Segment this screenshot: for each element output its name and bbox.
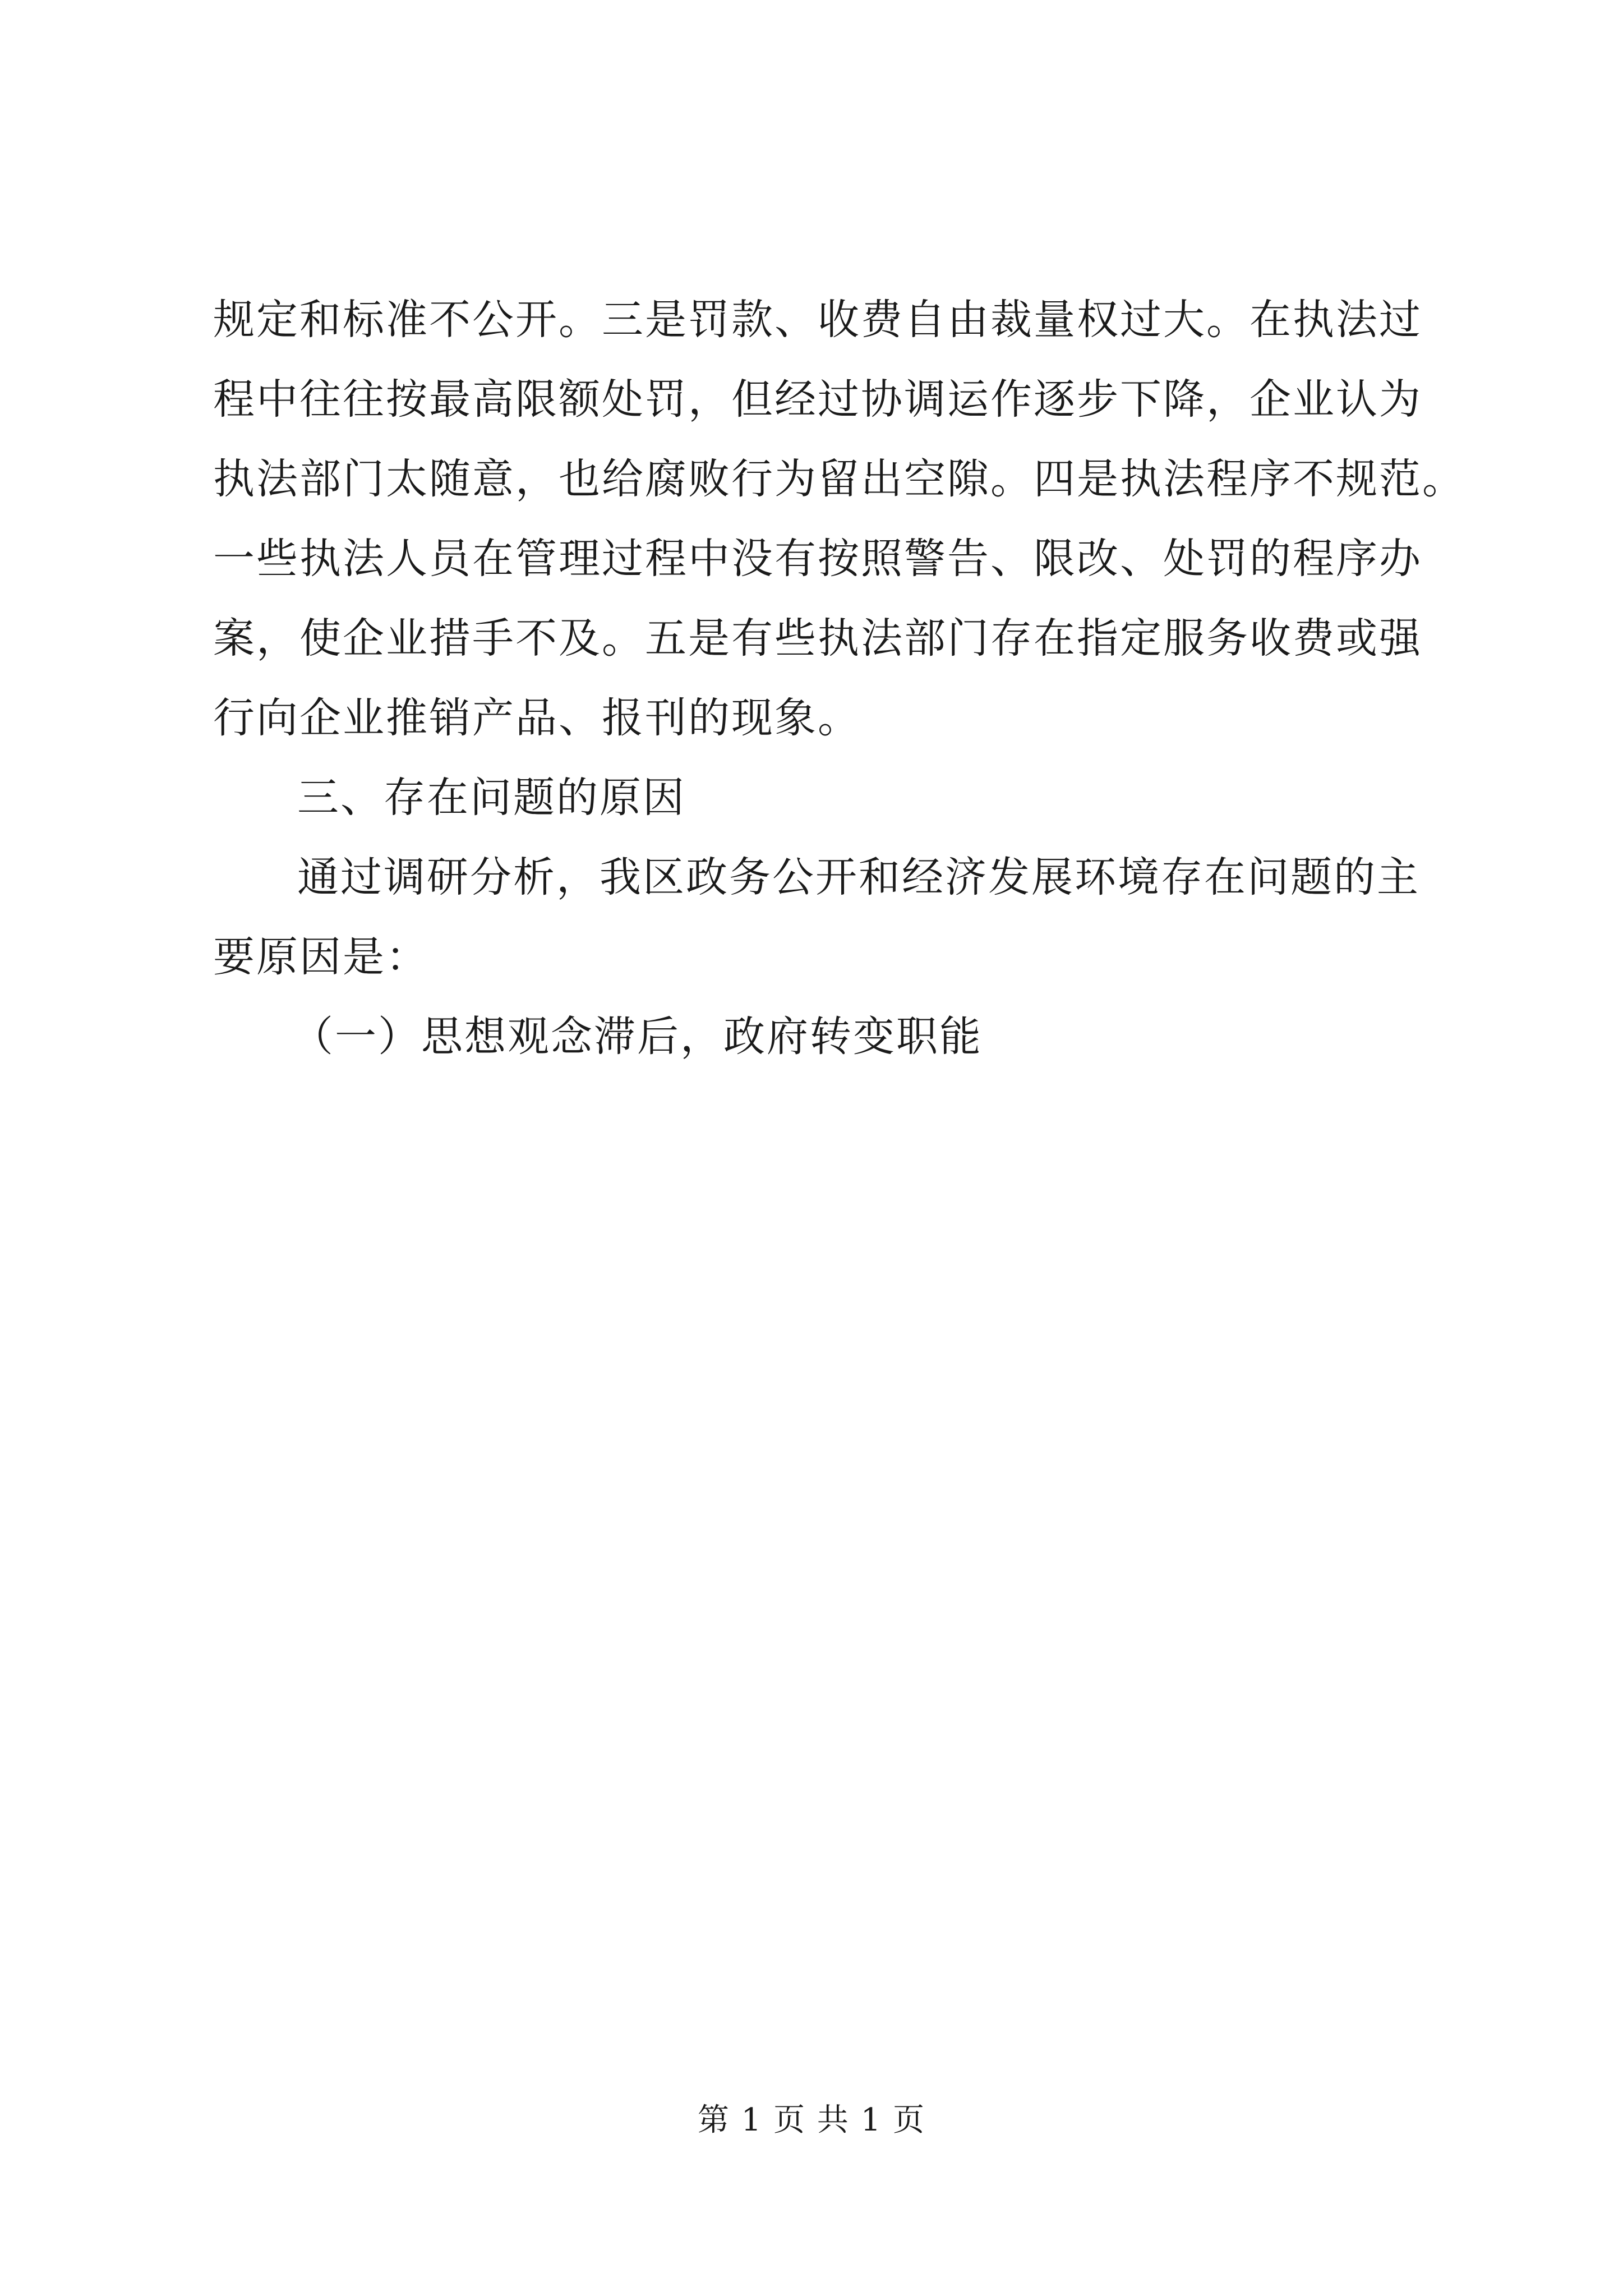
section-heading: 三、存在问题的原因: [297, 774, 686, 822]
page-footer: 第 1 页 共 1 页: [697, 2102, 926, 2138]
body-line-6: 行向企业推销产品、报刊的现象。: [213, 694, 861, 742]
paragraph-line-2: 要原因是：: [213, 933, 429, 981]
body-line-1: 规定和标准不公开。三是罚款、收费自由裁量权过大。在执法过: [213, 296, 1422, 344]
body-line-2: 程中往往按最高限额处罚，但经过协调运作逐步下降，企业认为: [213, 375, 1422, 424]
body-line-5: 案，使企业措手不及。五是有些执法部门存在指定服务收费或强: [213, 614, 1422, 662]
paragraph-line-1: 通过调研分析，我区政务公开和经济发展环境存在问题的主: [297, 853, 1420, 901]
sub-heading: （一）思想观念滞后，政府转变职能: [292, 1013, 983, 1061]
body-line-3: 执法部门太随意，也给腐败行为留出空隙。四是执法程序不规范。: [213, 455, 1465, 503]
body-line-4: 一些执法人员在管理过程中没有按照警告、限改、处罚的程序办: [213, 535, 1422, 583]
